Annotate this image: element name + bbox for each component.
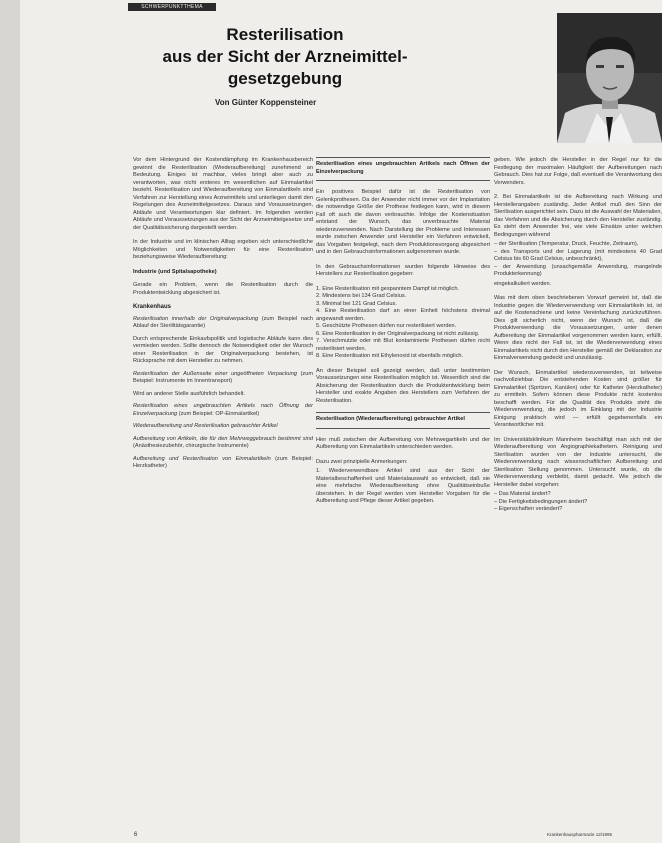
list-item: Wiederaufbereitung und Resterilisation gebrauchter Artikel — [133, 423, 278, 429]
list-item: – der Anwendung (unsachgemäße Anwendung, mangelnde Produkterkennung) — [494, 263, 662, 277]
paragraph: Gerade ein Problem, wenn die Resterilisation durch die Produktentwicklung abgesichert ist. — [133, 282, 313, 296]
subheading: Resterilisation eines ungebrauchten Artikels nach Öffnen der Einzelverpackung — [316, 161, 490, 175]
list-item: 5. Geschützte Prothesen dürfen nur resterilisiert werden. — [316, 323, 457, 329]
paragraph: Der Wunsch, Einmalartikel wiederzuverwenden, ist teilweise nachvollziehbar. Die entstehenden Kosten sind größer für Einmalartikel (Spritzen, Kanülen) oder für Katheter (Herzkatheter) zu ermitteln. Sofern können diese Produkte nicht kostenlos beschafft werden. Für die Qualität des Produkts steht die Wiederverwendung, die jedoch im Einklang mit der Industrie Einigung praktisch wird — erfüllt gegebenenfalls ein Verantwortlicher mit. — [494, 369, 662, 428]
section-box — [316, 157, 490, 181]
list-item: 3. Minimal bei 121 Grad Celsius. — [316, 300, 397, 307]
list-item: Wird an anderer Stelle ausführlich behandelt. — [133, 390, 245, 397]
paragraph: eingekalkuliert werden. — [494, 280, 552, 287]
article-title — [150, 24, 420, 90]
paragraph: 2. Bei Einmalartikeln ist die Aufbereitung nach Wirkung und Herstellerangaben zuständig. Jeder Artikel muß den Sinn der Sterilisation ausgerichtet sein. Dazu ist die Auswahl der Materialien, das Verfahren und die Absicherung durch den Hersteller zuständig. Es steht dem Anwender frei, wie viele Einsätze unter welchen Bedingungen während — [494, 194, 662, 238]
list-item: 8. Eine Resterilisation mit Ethylenoxid ist ebenfalls möglich. — [316, 353, 464, 359]
list-item: 4. Eine Resterilisation darf an einer Einheit höchstens dreimal angewandt werden. — [316, 308, 490, 322]
list-item: Aufbereitung und Resterilisation von Einmalartikeln (zum Beispiel: Herzkatheter) — [133, 455, 313, 469]
section-box — [316, 412, 490, 429]
paragraph: Hier muß zwischen der Aufbereitung von Mehrwegartikeln und der Aufbereitung von Einmalartikeln unterschieden werden. — [316, 436, 490, 450]
paragraph: Dazu zwei prinzipielle Anmerkungen: — [316, 458, 408, 465]
dash-list — [494, 241, 662, 279]
paragraph: Ein positives Beispiel dafür ist die Resterilisation von Gelenkprothesen. Da der Anwender nicht immer vor der Implantation die notwendige Größe der Prothese festlegen kann, wird in diesem Fall oft auch die davon verbrauchte. Infolge der Kostensituation entstand der Wunsch, das unverbrauchte Material wiederzuverwenden. Nach Darstellung der Probleme und Interessen wurde zwischen Anwender und Hersteller ein Verfahren entwickelt, das Vorgaben festgelegt, nach dem Produktionsvorgang abgesichert und in den Gebrauchsinformationen aufgenommen wurde. — [316, 189, 490, 255]
list-item: – Das Material ändert? — [494, 491, 551, 497]
paragraph: Vor dem Hintergrund der Kostendämpfung im Krankenhausbereich gewinnt die Resterilisation (Wiederaufbereitung) zunehmend an Bedeutung. Einiges ist machbar, vieles bringt aber auch zu verantworten, was nicht ersteres im wesentlichen auf Einmalartikel bezieht. Resterilisation und Wiederaufbereitung von Einmalartikeln sind Verfahren zur Herstellung eines Arzneimittels und unterliegen damit den Regelungen des Arzneimittelgesetzes. Daraus sind Voraussetzungen, Abläufe und Verantwortungen klar definiert. Im folgenden werden Abläufe und Voraussetzungen aus der Sicht der Arzneimittelgesetze und der Qualitätssicherung dargestellt werden. — [133, 157, 313, 231]
list-item: – Die Fertigkeitsbedingungen ändert? — [494, 498, 588, 505]
author-byline: Von Günter Koppensteiner — [215, 98, 317, 107]
dash-list — [494, 491, 662, 514]
list-item: Resterilisation eines ungebrauchten Artikels nach Öffnung der Einzelverpackung (zum Beispiel: OP-Einmalartikel) — [133, 403, 313, 417]
text-column-2 — [316, 157, 490, 827]
title-line: Resterilisation — [226, 25, 344, 44]
portrait-photo-icon — [557, 13, 662, 143]
page-number: 6 — [134, 832, 138, 838]
list-item: 2. Mindestens bei 134 Grad Celsius. — [316, 293, 407, 299]
list-item: 6. Eine Resterilisation in der Originalverpackung ist nicht zulässig. — [316, 330, 480, 337]
subheading: Resterilisation (Wiederaufbereitung) gebrauchter Artikel — [316, 416, 465, 422]
subheading: Krankenhaus — [133, 304, 172, 310]
text-column-3 — [494, 157, 662, 827]
paragraph: Im Universitätsklinikum Mannheim beschäftigt man sich mit der Wiederaufbereitung von Angiographiekathetern. Reinigung und Sterilisation wurden von der Industrie untersucht, die Wiederverwendung nach wissenschaftlichen Aufbereitung und Sterilisation Stellung genommen. Untersucht wurde, ob die Wiederverwendung verbleibt, damit gedacht. Wie jedoch die Hersteller dabei vorgehen: — [494, 436, 662, 488]
paragraph: An dieser Beispiel soll gezeigt werden, daß unter bestimmten Voraussetzungen eine Resterilisation möglich ist. Wesentlich sind die Absicherung der Resterilisation durch die Produktentwicklung beim Hersteller und exakte Angaben des Herstellers zum Verfahren der Resterilisation. — [316, 367, 490, 404]
subheading: Industrie (und Spitalsapotheke) — [133, 268, 217, 275]
list-item: Resterilisation der Außenseite einer ungeöffneten Verpackung (zum Beispiel: Instrumente im Innentransport) — [133, 370, 313, 384]
paragraph: Was mit dem oben beschriebenen Vorwurf gemeint ist, daß die Industrie gegen die Wiederverwendung von Einmalartikeln ist, ist auf die Kostenschiene und keine Vereinfachung zurückzuführen. Dies gilt sicherlich nicht, wenn der Wunsch ist, daß die Produktverwendung die Voraussetzungen, unter denen Aufbereitung der Einmalartikel vorgenommen werden kann, erfüllt. Wenn dies nicht der Fall ist, ist die Wiederverwendung eines Einmalartikels nicht durch den Hersteller gemäß der Deklaration zur Einmalverwendung gedeckt und unzulässig. — [494, 295, 662, 361]
paragraph: In der Industrie und im klinischen Alltag ergeben sich unterschiedliche Möglichkeiten und Notwendigkeiten für eine Resterilisation beziehungsweise Wiederaufbereitung: — [133, 239, 313, 260]
list-item: – des Transports und der Lagerung (mit mindestens 40 Grad Celsius bis 60 Grad Celsius, unbeschränkt), — [494, 248, 662, 262]
list-item: Durch entsprechende Einkaufspolitik und logistische Abläufe kann dies vermieden werden. Sollte dennoch die Notwendigkeit oder der Wunsch einer Resterilisation in der Originalverpackung bestehen, ist Rücksprache mit dem Hersteller zu nehmen. — [133, 335, 313, 364]
paragraph: geben. Wie jedoch die Hersteller in der Regel nur für die Festlegung der maximalen Häufigkeit der Aufbereitungen nach Gebrauch. Dies hat zur Folge, daß eventuell die Verantwortung des Verwenders. — [494, 157, 662, 186]
numbered-list — [316, 286, 490, 361]
list-item: – Eigenschaften verändert? — [494, 506, 563, 512]
title-line: aus der Sicht der Arzneimittel- — [162, 47, 408, 66]
paragraph: In den Gebrauchsinformationen wurden folgende Hinweise des Herstellers zur Resterilisation gegeben: — [316, 263, 490, 277]
list-item: Aufbereitung von Artikeln, die für den Mehrweggebrauch bestimmt sind (Anästhesiezubehör, chirurgische Instrumente) — [133, 435, 313, 449]
document-page — [20, 0, 662, 843]
author-portrait — [557, 13, 662, 143]
journal-footer: Krankenhauspharmazie 12/1995 — [547, 832, 613, 837]
section-tag: SCHWERPUNKTTHEMA — [128, 3, 216, 11]
list-item: – der Sterilisation (Temperatur, Druck, Feuchte, Zeitraum), — [494, 241, 639, 247]
list-item: Resterilisation innerhalb der Originalverpackung (zum Beispiel nach Ablauf der Sterilitätsgarantie) — [133, 315, 313, 329]
text-column-1 — [133, 157, 313, 819]
title-line: gesetzgebung — [227, 69, 343, 88]
list-item: 1. Eine Resterilisation mit gespanntem Dampf ist möglich. — [316, 285, 460, 292]
list-item: 7. Verschmutzte oder mit Blut kontaminierte Prothesen dürfen nicht resterilisiert werden. — [316, 338, 490, 352]
paragraph: 1. Wiederverwendbare Artikel sind aus der Sicht der Materialbeschaffenheit und Materialauswahl so entwickelt, daß sie eine mehrfache Wiederaufbereitung ohne Qualitätseinbuße überstehen. In der Regel werden vom Hersteller Vorgaben für die Aufbereitung und Pflege dieser Artikel gegeben. — [316, 468, 490, 504]
